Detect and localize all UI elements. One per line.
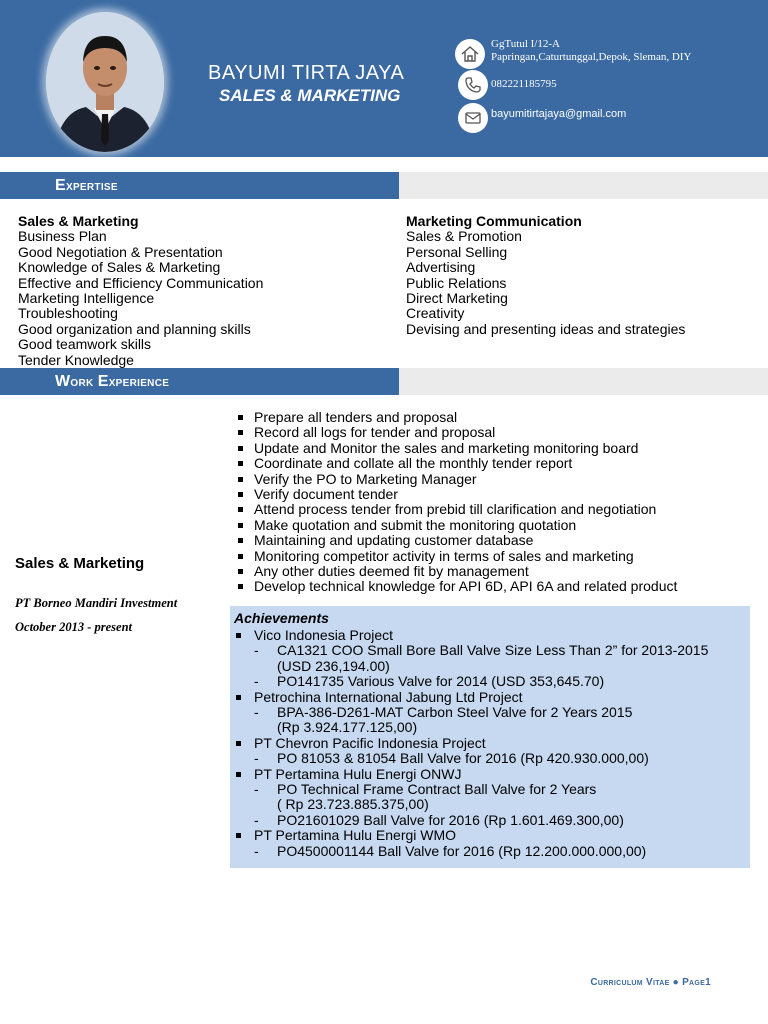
work-experience-title: Work Experience bbox=[55, 373, 170, 390]
expertise-item: Sales & Promotion bbox=[406, 228, 522, 245]
expertise-item: Good organization and planning skills bbox=[18, 320, 251, 337]
duty-item: Make quotation and submit the monitoring quotation bbox=[236, 518, 677, 533]
project-item bbox=[234, 628, 708, 643]
project-name: PT Pertamina Hulu Energi ONWJ bbox=[254, 765, 462, 782]
duty-item: Any other duties deemed fit by management bbox=[236, 564, 677, 579]
email-address: bayumitirtajaya@gmail.com bbox=[491, 108, 627, 120]
work-experience-section-bar bbox=[0, 368, 768, 395]
bullet-icon bbox=[236, 633, 241, 638]
expertise-right-column bbox=[406, 214, 685, 337]
expertise-item: Marketing Intelligence bbox=[18, 290, 155, 307]
dash-marker: - bbox=[254, 842, 259, 859]
expertise-item: Devising and presenting ideas and strategies bbox=[406, 320, 686, 337]
dash-marker: - bbox=[254, 642, 259, 659]
bullet-icon bbox=[236, 833, 241, 838]
dash-marker: - bbox=[254, 811, 259, 828]
profile-photo bbox=[46, 12, 164, 152]
duty-item: Verify the PO to Marketing Manager bbox=[236, 472, 677, 487]
duty-item: Coordinate and collate all the monthly tender report bbox=[236, 456, 677, 471]
po-item bbox=[234, 782, 708, 813]
dash-marker: - bbox=[254, 704, 259, 721]
po-line: BPA-386-D261-MAT Carbon Steel Valve for 2 Years 2015 bbox=[277, 704, 633, 721]
duty-item: Prepare all tenders and proposal bbox=[236, 410, 677, 425]
po-line: ( Rp 23.723.885.375,00) bbox=[277, 796, 429, 813]
page-footer: Curriculum Vitae ● Page1 bbox=[590, 977, 711, 988]
po-line: PO Technical Frame Contract Ball Valve for 2 Years bbox=[277, 781, 597, 798]
expertise-item: Advertising bbox=[406, 259, 476, 276]
dash-marker: - bbox=[254, 673, 259, 690]
po-item bbox=[234, 705, 708, 736]
address-line-2: Papringan,Caturtunggal,Depok, Sleman, DIY bbox=[491, 51, 692, 63]
candidate-name: BAYUMI TIRTA JAYA bbox=[208, 62, 405, 84]
dash-marker: - bbox=[254, 781, 259, 798]
phone-icon bbox=[458, 70, 488, 100]
expertise-item: Personal Selling bbox=[406, 243, 508, 260]
expertise-left-column bbox=[18, 214, 263, 368]
bullet-icon bbox=[236, 741, 241, 746]
expertise-item: Knowledge of Sales & Marketing bbox=[18, 259, 221, 276]
expertise-title: Expertise bbox=[55, 177, 118, 194]
expertise-right-heading: Marketing Communication bbox=[406, 213, 582, 229]
project-name: PT Pertamina Hulu Energi WMO bbox=[254, 827, 457, 844]
project-item bbox=[234, 828, 708, 843]
duty-item: Attend process tender from prebid till clarification and negotiation bbox=[236, 502, 677, 517]
po-item bbox=[234, 813, 708, 828]
project-item bbox=[234, 736, 708, 751]
portrait-image bbox=[46, 12, 164, 152]
bullet-icon bbox=[236, 772, 241, 777]
email-icon bbox=[458, 103, 488, 133]
duty-item: Monitoring competitor activity in terms of sales and marketing bbox=[236, 549, 677, 564]
expertise-item: Effective and Efficiency Communication bbox=[18, 274, 264, 291]
po-item bbox=[234, 844, 708, 859]
po-line: PO 81053 & 81054 Ball Valve for 2016 (Rp 420.930.000,00) bbox=[277, 750, 649, 767]
expertise-item: Good Negotiation & Presentation bbox=[18, 243, 223, 260]
expertise-item: Creativity bbox=[406, 305, 465, 322]
company-name: PT Borneo Mandiri Investment bbox=[15, 596, 178, 610]
expertise-item: Tender Knowledge bbox=[18, 351, 134, 368]
po-line: PO4500001144 Ball Valve for 2016 (Rp 12.200.000.000,00) bbox=[277, 842, 647, 859]
po-item bbox=[234, 643, 708, 674]
header-banner bbox=[0, 0, 768, 157]
achievements-title: Achievements bbox=[234, 610, 329, 626]
duty-item: Maintaining and updating customer database bbox=[236, 533, 677, 548]
duty-item: Verify document tender bbox=[236, 487, 677, 502]
duty-item: Update and Monitor the sales and marketing monitoring board bbox=[236, 441, 677, 456]
expertise-section-bar bbox=[0, 172, 768, 199]
po-item bbox=[234, 674, 708, 689]
project-item bbox=[234, 767, 708, 782]
dash-marker: - bbox=[254, 750, 259, 767]
project-name: Vico Indonesia Project bbox=[254, 627, 394, 643]
po-line: PO141735 Various Valve for 2014 (USD 353,645.70) bbox=[277, 673, 605, 690]
duty-item: Record all logs for tender and proposal bbox=[236, 425, 677, 440]
expertise-item: Good teamwork skills bbox=[18, 336, 152, 353]
candidate-role: SALES & MARKETING bbox=[219, 86, 401, 105]
expertise-item: Business Plan bbox=[18, 228, 107, 245]
expertise-item: Public Relations bbox=[406, 274, 507, 291]
duties-list bbox=[236, 410, 677, 595]
project-name: PT Chevron Pacific Indonesia Project bbox=[254, 734, 486, 751]
po-line: (Rp 3.924.177.125,00) bbox=[277, 719, 418, 736]
expertise-item: Troubleshooting bbox=[18, 305, 118, 322]
project-name: Petrochina International Jabung Ltd Project bbox=[254, 688, 523, 705]
expertise-left-heading: Sales & Marketing bbox=[18, 213, 139, 229]
po-line: PO21601029 Ball Valve for 2016 (Rp 1.601.469.300,00) bbox=[277, 811, 624, 828]
phone-number: 082221185795 bbox=[491, 78, 557, 90]
po-item bbox=[234, 751, 708, 766]
employment-period: October 2013 - present bbox=[15, 620, 132, 634]
achievements-list bbox=[234, 628, 708, 859]
expertise-item: Direct Marketing bbox=[406, 290, 508, 307]
duty-item: Develop technical knowledge for API 6D, API 6A and related product bbox=[236, 579, 677, 594]
job-title: Sales & Marketing bbox=[15, 555, 145, 572]
po-line: (USD 236,194.00) bbox=[277, 657, 390, 674]
achievements-box bbox=[230, 606, 750, 868]
po-line: CA1321 COO Small Bore Ball Valve Size Less Than 2” for 2013-2015 bbox=[277, 642, 709, 659]
home-icon bbox=[455, 39, 485, 69]
bullet-icon bbox=[236, 695, 241, 700]
project-item bbox=[234, 690, 708, 705]
address-line-1: GgTutul I/12-A bbox=[491, 38, 560, 50]
